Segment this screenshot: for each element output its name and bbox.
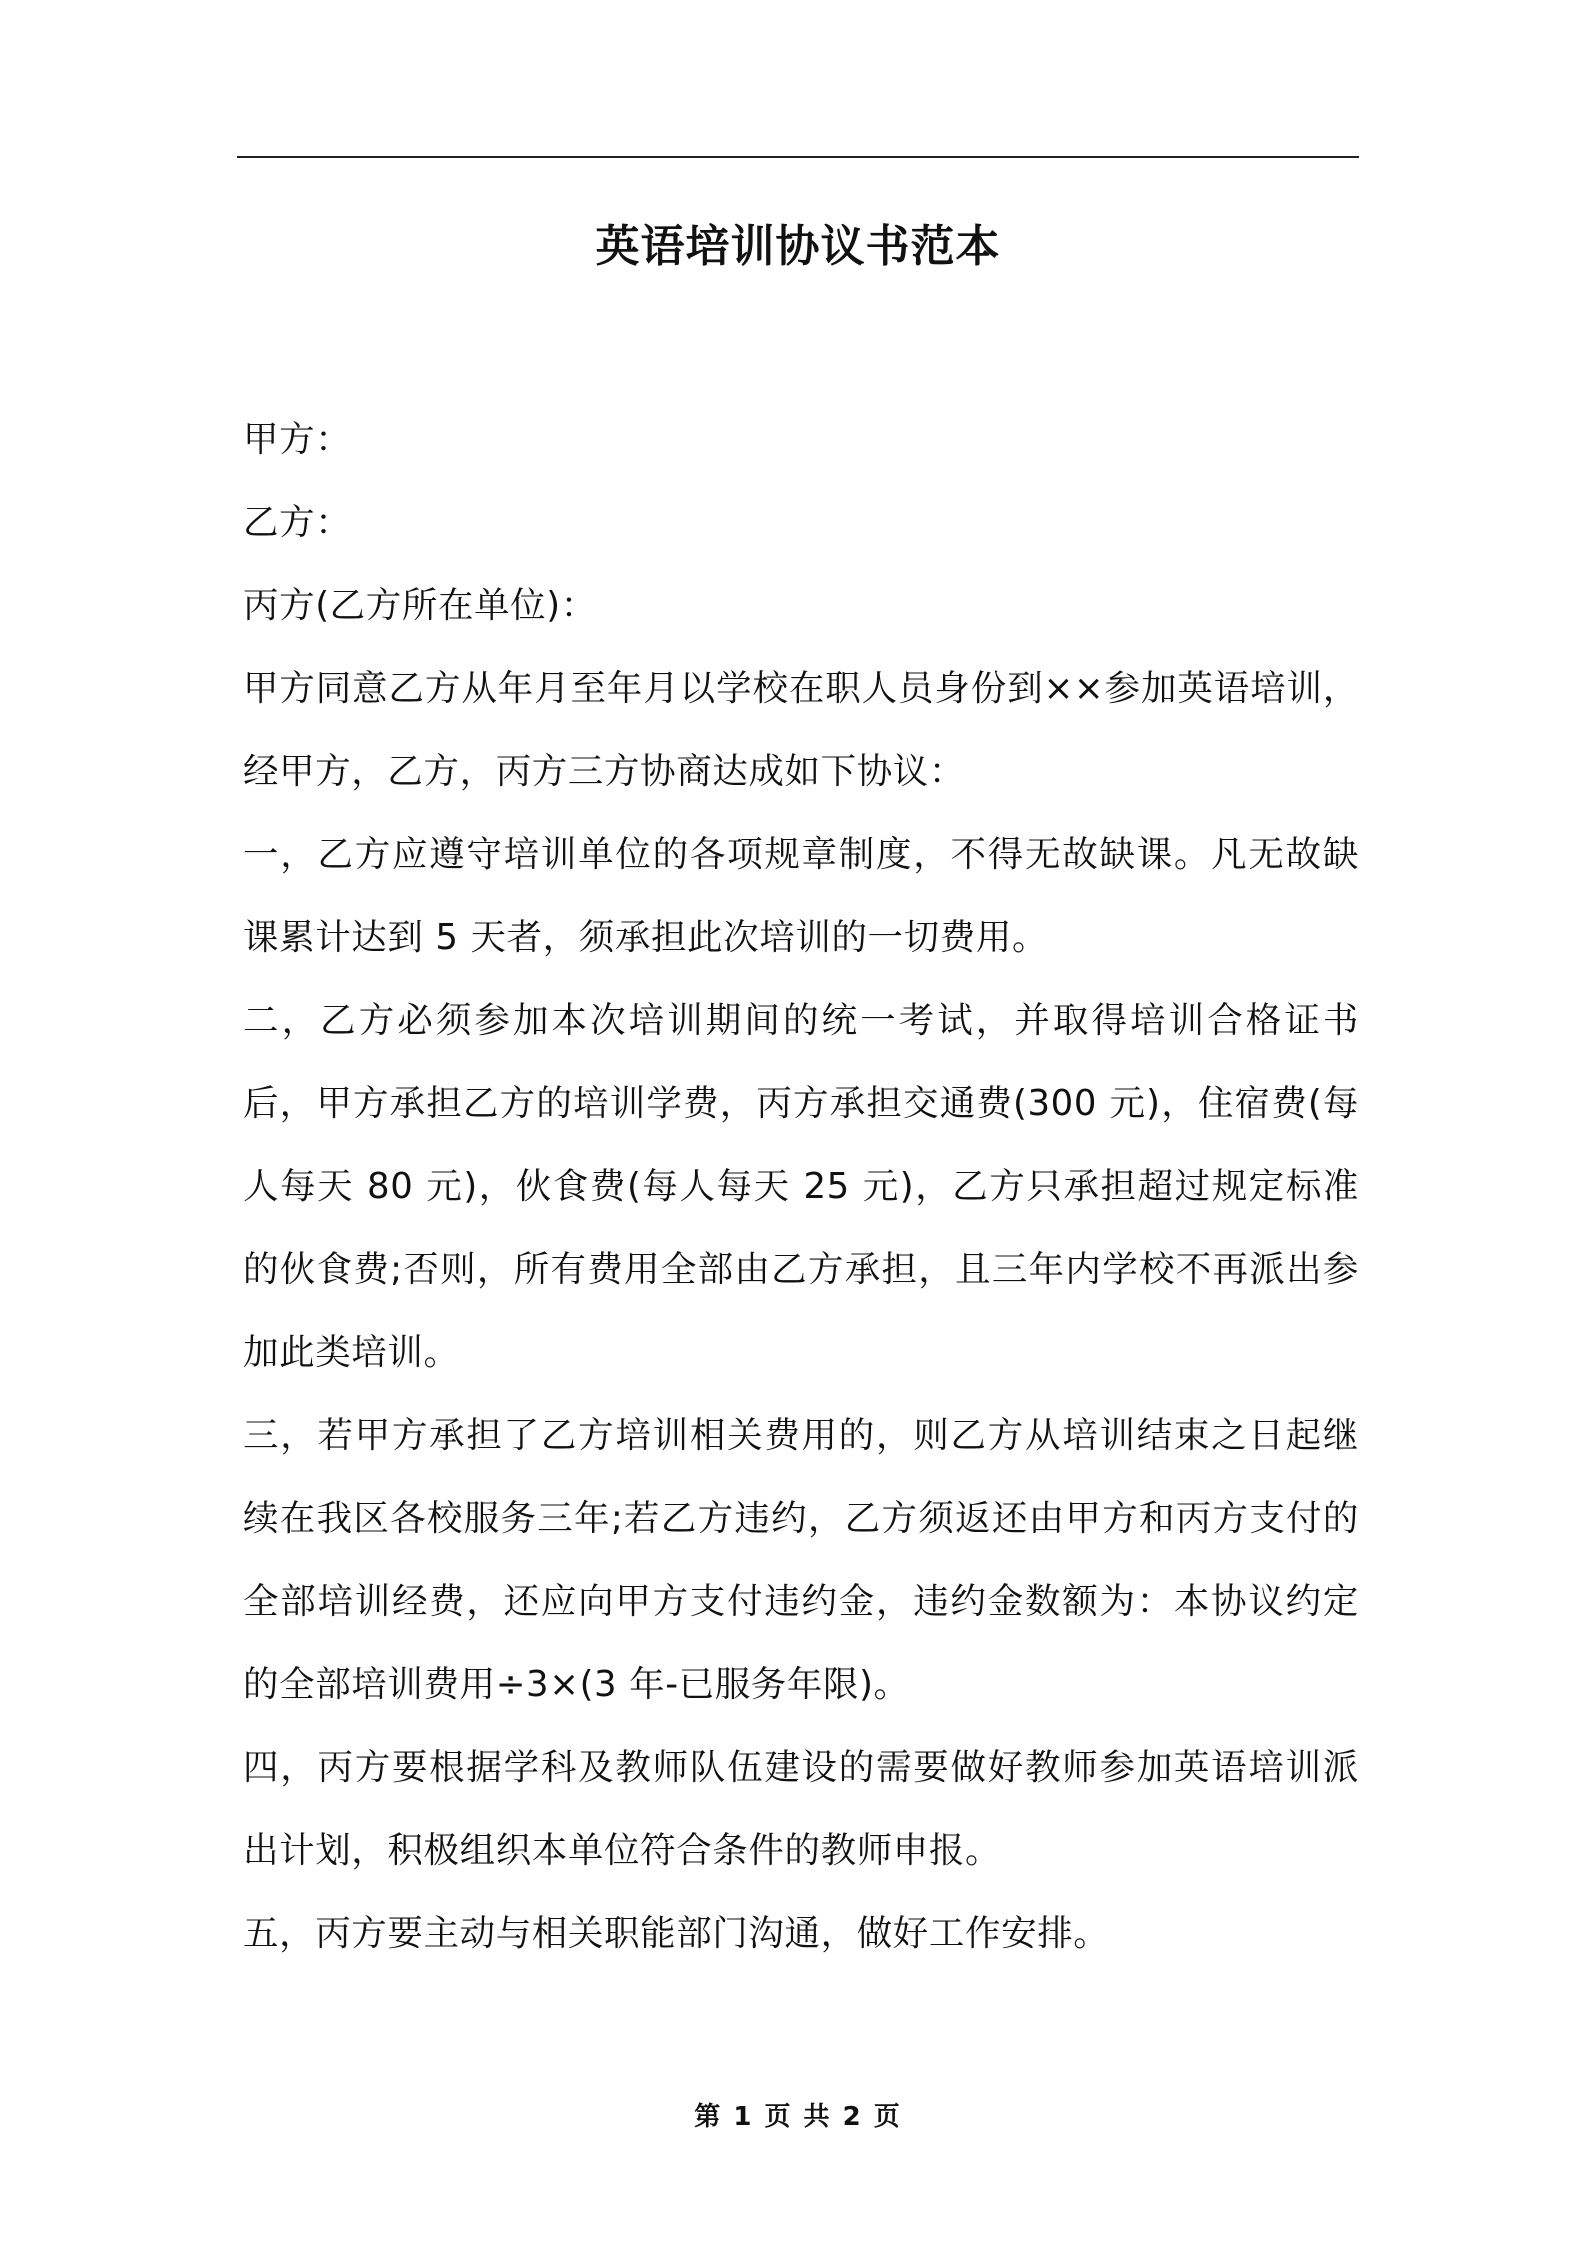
party-b-line: 乙方： [243, 502, 352, 543]
document-body [243, 398, 1359, 1975]
document-title: 英语培训协议书范本 [595, 221, 1001, 272]
clause-5: 五，丙方要主动与相关职能部门沟通，做好工作安排。 [243, 1913, 1110, 1954]
party-c-line: 丙方(乙方所在单位)： [243, 585, 597, 626]
clause-2: 二，乙方必须参加本次培训期间的统一考试，并取得培训合格证书后，甲方承担乙方的培训学费，丙方承担交通费(300 元)，住宿费(每人每天 80 元)，伙食费(每人每天 25 元)，乙方只承担超过规定标准的伙食费;否则，所有费用全部由乙方承担，且三年内学校不再派出参加此类培训。 [243, 1000, 1359, 1373]
party-a-line: 甲方： [243, 419, 352, 460]
header-divider [237, 156, 1359, 158]
page-number: 第 1 页 共 2 页 [694, 2102, 902, 2132]
clause-4: 四，丙方要根据学科及教师队伍建设的需要做好教师参加英语培训派出计划，积极组织本单位符合条件的教师申报。 [243, 1747, 1359, 1871]
clause-3: 三，若甲方承担了乙方培训相关费用的，则乙方从培训结束之日起继续在我区各校服务三年;若乙方违约，乙方须返还由甲方和丙方支付的全部培训经费，还应向甲方支付违约金，违约金数额为：本协议约定的全部培训费用÷3×(3 年-已服务年限)。 [243, 1415, 1359, 1705]
agreement-intro: 甲方同意乙方从年月至年月以学校在职人员身份到××参加英语培训，经甲方，乙方，丙方三方协商达成如下协议： [243, 668, 1359, 792]
clause-1: 一，乙方应遵守培训单位的各项规章制度，不得无故缺课。凡无故缺课累计达到 5 天者，须承担此次培训的一切费用。 [243, 834, 1359, 958]
